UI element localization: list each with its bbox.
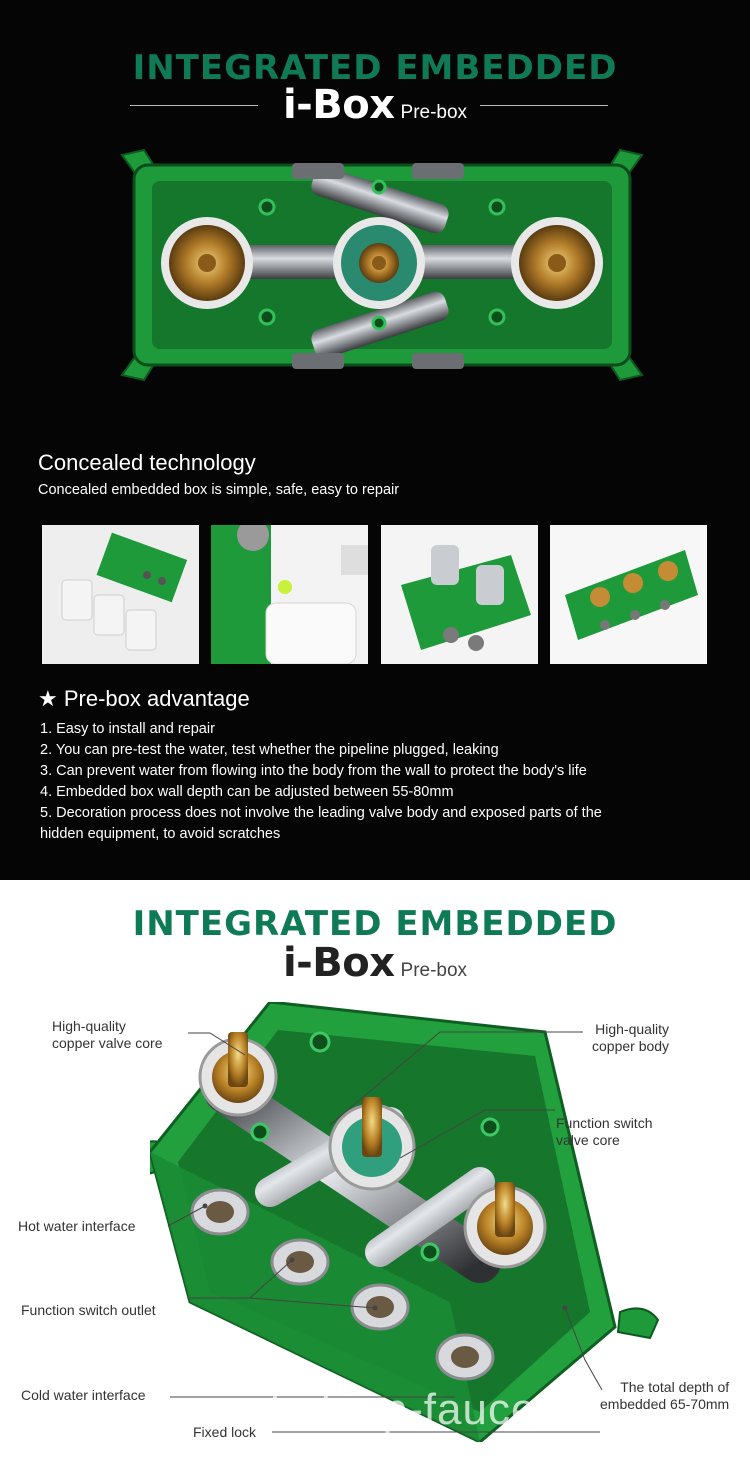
brand-name-2: i-Box — [282, 940, 395, 986]
label-cold-water-interface: Cold water interface — [21, 1387, 146, 1403]
star-icon: ★ — [38, 686, 58, 711]
thumbnail-box-angled — [550, 525, 707, 664]
concealed-text: Concealed embedded box is simple, safe, easy to repair — [38, 482, 400, 498]
list-item: hidden equipment, to avoid scratches — [40, 826, 281, 842]
list-item: 4. Embedded box wall depth can be adjusted between 55-80mm — [40, 784, 454, 800]
thumbnail-chrome-handles — [381, 525, 538, 664]
brand-subtitle: Pre-box — [400, 102, 468, 123]
label-hot-water-interface: Hot water interface — [18, 1218, 136, 1234]
brand-name: i-Box — [282, 82, 395, 128]
label-function-switch-outlet: Function switch outlet — [21, 1302, 156, 1318]
thumbnail-level-bubble — [211, 525, 368, 664]
watermark-text: hideep-fauce — [270, 1385, 537, 1434]
brand-subtitle-2: Pre-box — [400, 960, 468, 981]
advantage-list — [40, 719, 720, 845]
concealed-title: Concealed technology — [38, 450, 256, 475]
headline-2: INTEGRATED EMBEDDED — [132, 904, 618, 944]
headline: INTEGRATED EMBEDDED — [132, 48, 618, 88]
label-total-depth: The total depth of embedded 65-70mm — [600, 1379, 730, 1412]
brand-title — [0, 82, 750, 128]
advantage-title — [38, 686, 250, 712]
label-fixed-lock: Fixed lock — [193, 1424, 257, 1440]
pre-box-top-view-image — [112, 145, 652, 390]
thumbnail-box-with-handles — [42, 525, 199, 664]
list-item: 2. You can pre-test the water, test whether the pipeline plugged, leaking — [40, 742, 499, 758]
advantage-title-text: Pre-box advantage — [63, 686, 250, 711]
list-item: 3. Can prevent water from flowing into the body from the wall to protect the body's life — [40, 763, 587, 779]
list-item: 5. Decoration process does not involve the leading valve body and exposed parts of the — [40, 805, 602, 821]
list-item: 1. Easy to install and repair — [40, 721, 215, 737]
white-section — [0, 880, 750, 1467]
label-copper-body: High-quality copper body — [592, 1021, 670, 1054]
label-function-switch-valve-core: Function switch valve core — [556, 1115, 653, 1148]
label-copper-valve-core: High-quality copper valve core — [52, 1018, 163, 1051]
